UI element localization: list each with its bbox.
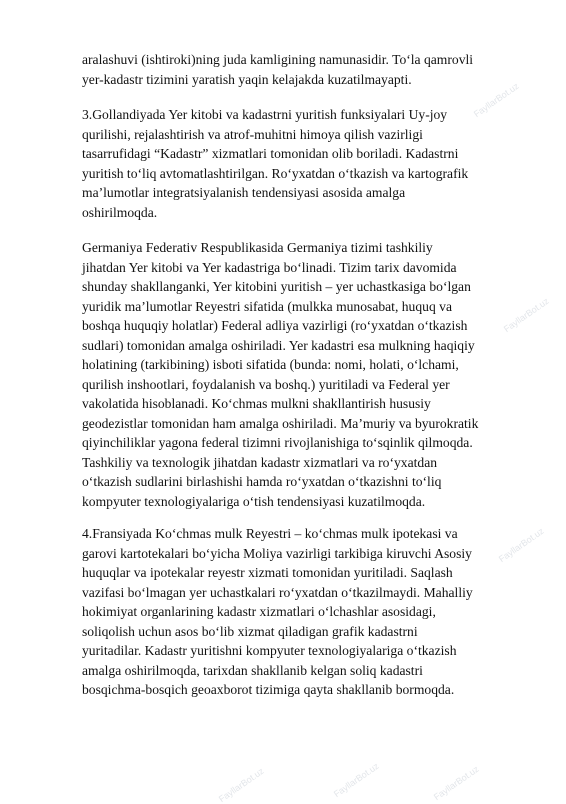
text-line: jihatdan Yer kitobi va Yer kadastriga bo‘linadi. Tizim tarix davomida xyxy=(82,259,457,275)
text-line: 3.Gollandiyada Yer kitobi va kadastrni yuritish funksiyalari Uy-joy xyxy=(82,107,448,122)
text-line: vazifasi bo‘lmagan yer uchastkalari ro‘yxatdan o‘tkazilmaydi. Mahalliy xyxy=(82,584,473,600)
paragraph-2 xyxy=(82,105,502,222)
watermark: FayllarBot.uz xyxy=(501,295,551,335)
text-line: ma’lumotlar integratsiyalanish tendensiyasi asosida amalga xyxy=(82,185,406,200)
text-line: yuritish to‘liq avtomatlashtirilgan. Ro‘yxatdan o‘tkazish va kartografik xyxy=(82,165,469,181)
text-line: yuridik ma’lumotlar Reyestri sifatida (mulkka munosabat, huquq va xyxy=(82,298,452,314)
text-line: amalga oshirilmoqda, tarixdan shakllanib kelgan soliq kadastri xyxy=(82,662,423,678)
text-line: qurilishi, rejalashtirish va atrof-muhitni himoya qilish vazirligi xyxy=(82,126,423,142)
text-line: qiyinchiliklar yagona federal tizimni rivojlanishiga to‘sqinlik qilmoqda. xyxy=(82,435,473,450)
text-line: bosqichma-bosqich geoaxborot tizimiga qayta shakllanib bormoqda. xyxy=(82,682,455,697)
text-line: o‘tkazish sudlarini birlashishi hamda ro‘yxatdan o‘tkazishni to‘liq xyxy=(82,474,442,489)
text-line: hokimiyat organlarining kadastr xizmatlari o‘lchashlar asosidagi, xyxy=(82,604,436,619)
text-line: vakolatida hisoblanadi. Ko‘chmas mulkni shakllantirish hususiy xyxy=(82,396,431,411)
text-line: soliqolish uchun asos bo‘lib xizmat qiladigan grafik kadastrni xyxy=(82,623,418,639)
text-line: geodezistlar tomonidan ham amalga oshiriladi. Ma’muriy va byurokratik xyxy=(82,415,479,431)
text-line: Germaniya Federativ Respublikasida Germaniya tizimi tashkiliy xyxy=(82,240,433,255)
paragraph-3 xyxy=(82,238,502,511)
text-line: huquqlar va ipotekalar reyestr xizmati tomonidan yuritiladi. Saqlash xyxy=(82,565,453,580)
paragraph-4 xyxy=(82,524,502,700)
text-line: oshirilmoqda. xyxy=(82,204,158,220)
text-line: sudlari) tomonidan amalga oshiriladi. Yer kadastri esa mulkning haqiqiy xyxy=(82,337,475,353)
text-line: boshqa huquqiy holatlar) Federal adliya vazirligi (ro‘yxatdan o‘tkazish xyxy=(82,318,468,333)
text-line: yuritadilar. Kadastr yuritishni kompyuter texnologiyalariga o‘tkazish xyxy=(82,643,457,658)
text-line: garovi kartotekalari bo‘yicha Moliya vazirligi tarkibiga kiruvchi Asosiy xyxy=(82,545,472,561)
watermark: FayllarBot.uz xyxy=(331,760,381,800)
text-line: kompyuter texnologiyalariga o‘tish tendensiyasi kuzatilmoqda. xyxy=(82,493,426,509)
watermark: FayllarBot.uz xyxy=(431,763,481,803)
text-line: holatining (tarkibining) isboti sifatida (bunda: nomi, holati, o‘lchami, xyxy=(82,357,459,372)
text-line: yer-kadastr tizimini yaratish yaqin kelajakda kuzatilmayapti. xyxy=(82,71,412,87)
text-line: Tashkiliy va texnologik jihatdan kadastr xizmatlari va ro‘yxatdan xyxy=(82,454,438,470)
paragraph-1 xyxy=(82,50,502,89)
watermark: FayllarBot.uz xyxy=(216,765,266,804)
text-line: 4.Fransiyada Ko‘chmas mulk Reyestri – ko‘chmas mulk ipotekasi va xyxy=(82,526,458,541)
text-line: aralashuvi (ishtiroki)ning juda kamligining namunasidir. To‘la qamrovli xyxy=(82,52,474,67)
watermark: FayllarBot.uz xyxy=(496,525,546,565)
text-line: shunday shakllanganki, Yer kitobini yuritish – yer uchastkasiga bo‘lgan xyxy=(82,279,471,294)
text-line: qurilish inshootlari, foydalanish va boshq.) yuritiladi va Federal yer xyxy=(82,376,450,392)
text-line: tasarrufidagi “Kadastr” xizmatlari tomonidan olib boriladi. Kadastrni xyxy=(82,146,459,161)
watermark: FayllarBot.uz xyxy=(471,80,521,120)
